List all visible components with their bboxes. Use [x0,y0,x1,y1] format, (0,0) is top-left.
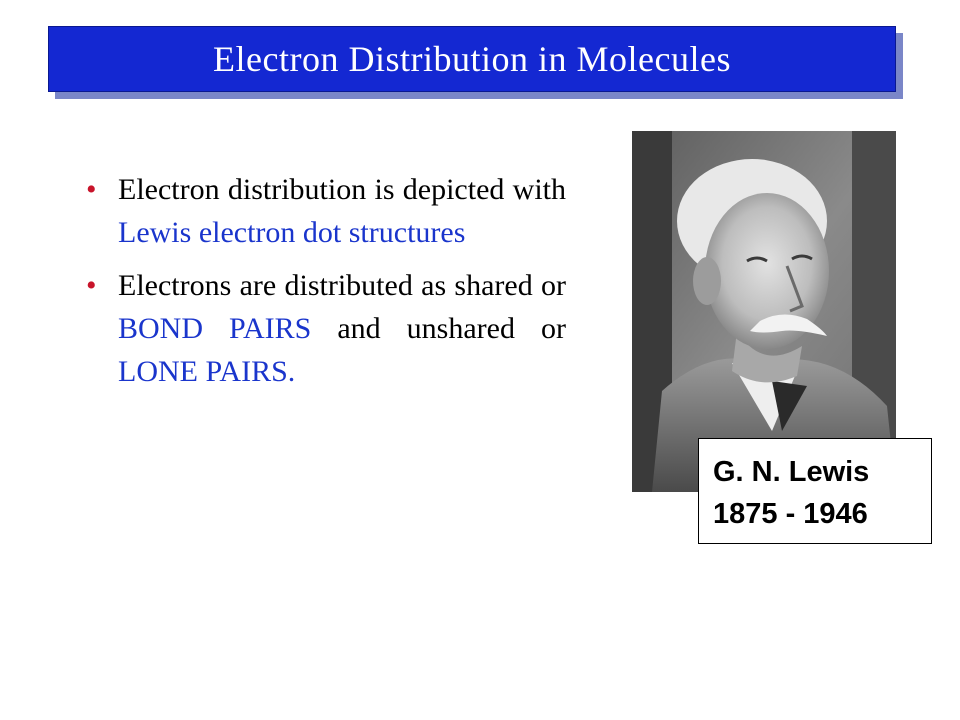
title-bar [48,26,896,92]
bullet-item-2 [86,264,566,393]
portrait-caption [698,438,932,544]
slide-title: Electron Distribution in Molecules [213,39,731,79]
caption-name: G. N. Lewis [713,456,870,488]
bullet-item-1 [86,168,566,254]
bullet-text [118,269,566,388]
highlight-term: BOND PAIRS [118,312,312,345]
highlight-term: Lewis electron dot structures [118,216,466,249]
bullet-text-part: Electron distribution is depicted with [118,173,566,206]
bullet-text [118,173,566,249]
bullet-dot-icon: • [86,269,97,302]
bullet-dot-icon: • [86,173,97,206]
bullet-list [86,168,566,403]
highlight-term: LONE PAIRS. [118,355,296,388]
bullet-text-part: Electrons are distributed as shared or [118,269,566,302]
bullet-text-part: and unshared or [311,312,566,345]
caption-years: 1875 - 1946 [713,498,868,530]
